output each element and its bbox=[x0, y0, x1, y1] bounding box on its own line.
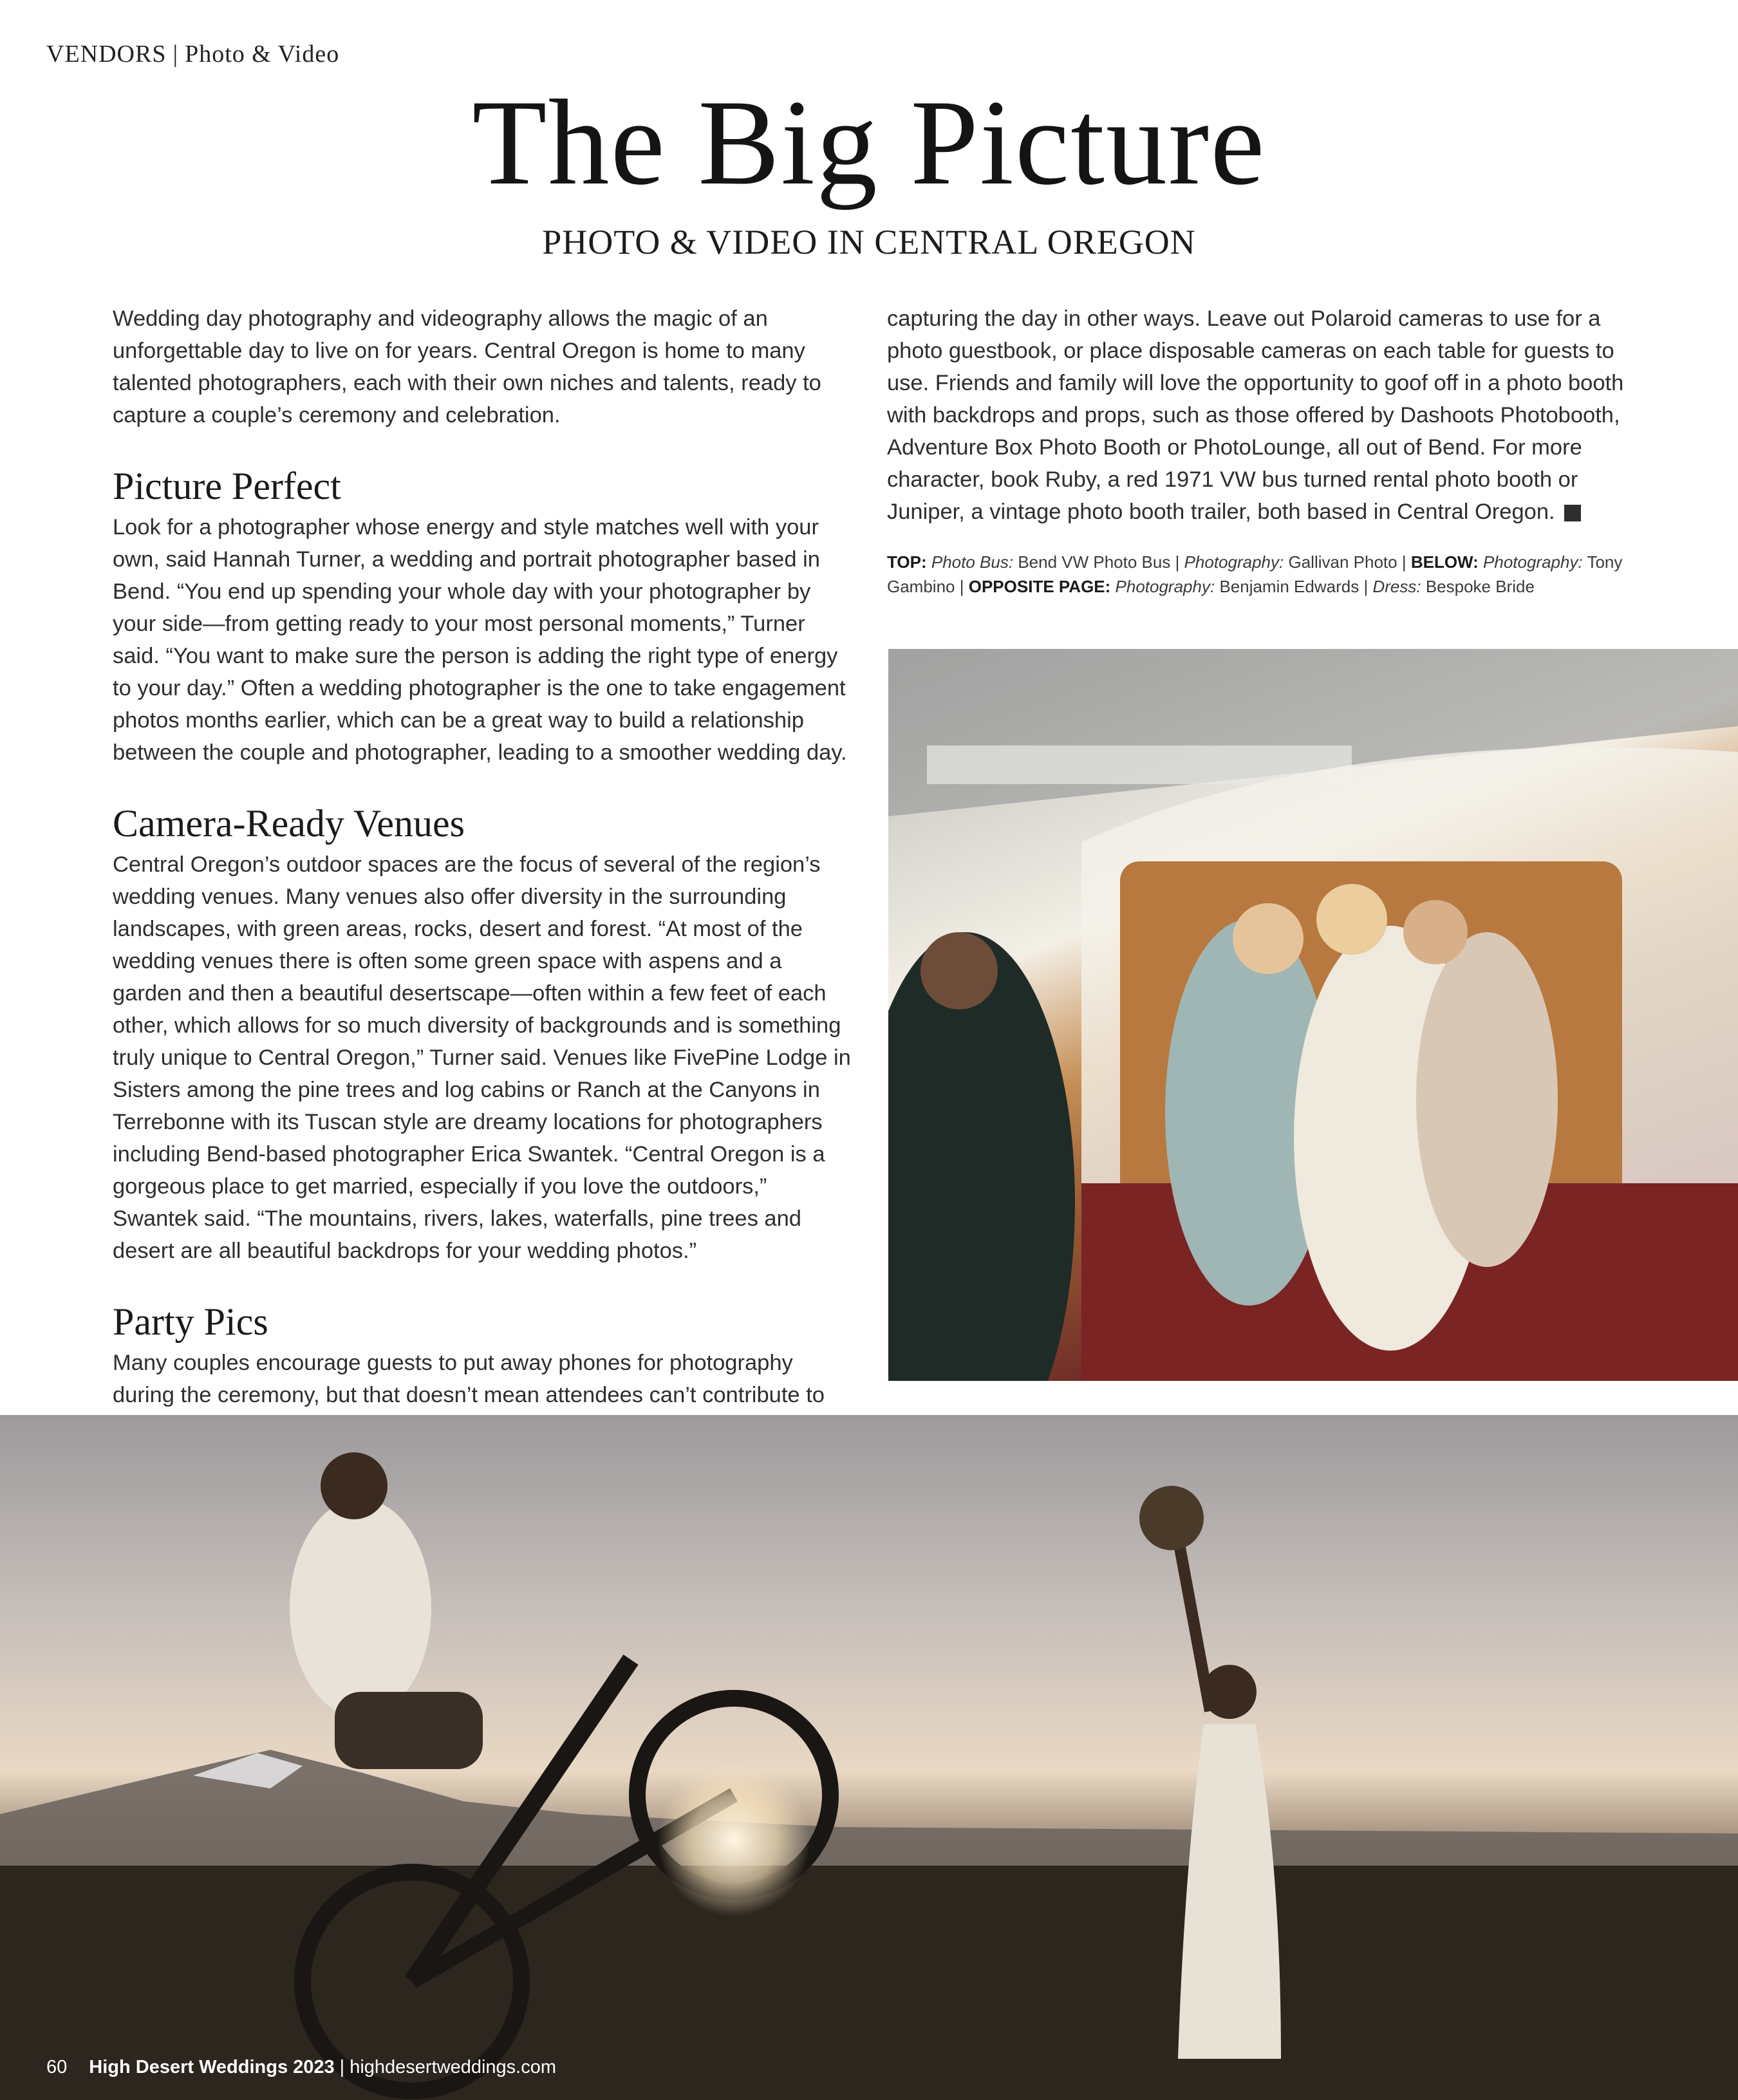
footer-separator: | bbox=[339, 2057, 345, 2077]
section-separator: | bbox=[173, 41, 179, 68]
caption-photography-value: Benjamin Edwards bbox=[1219, 577, 1360, 596]
page-footer bbox=[46, 2057, 556, 2078]
photo-bike-couple-illustration bbox=[0, 1415, 1738, 2100]
caption-photography-value: Gallivan Photo bbox=[1288, 552, 1397, 572]
publication-website: highdesertweddings.com bbox=[350, 2057, 557, 2077]
caption-photography-label: Photography: bbox=[1115, 577, 1215, 596]
continuation-text: capturing the day in other ways. Leave out Polaroid cameras to use for a photo guestbook, or place disposable cameras on each table for guests to use. Friends and family will love the opportunity to goof off in a photo booth with backdrops and props, such as those offered by Dashoots Photobooth, Adventure Box Photo Booth or PhotoLounge, all out of Bend. For more character, book Ruby, a red 1971 VW bus turned rental photo booth or Juniper, a vintage photo booth trailer, both based in Central Oregon. bbox=[887, 306, 1624, 524]
continuation-paragraph bbox=[887, 303, 1627, 528]
article-title: The Big Picture bbox=[472, 75, 1266, 211]
publication-name: High Desert Weddings 2023 bbox=[89, 2057, 335, 2077]
caption-opposite-label: OPPOSITE PAGE: bbox=[968, 577, 1111, 596]
caption-separator: | bbox=[1363, 577, 1369, 596]
caption-top-label: TOP: bbox=[887, 552, 927, 572]
caption-below-label: BELOW: bbox=[1410, 552, 1479, 572]
section-body-party-pics: Many couples encourage guests to put away phones for photography during the ceremony, but that doesn’t mean attendees can’t contribute to bbox=[113, 1351, 825, 1407]
section-label bbox=[46, 40, 339, 68]
section-body-picture-perfect: Look for a photographer whose energy and style matches well with your own, said Hannah Turner, a wedding and portrait photographer based in Bend. “You end up spending your whole day with your photographer by your side—from getting ready to your most personal moments,” Turner said. “You want to make sure the person is adding the right type of energy to your day.” Often a wedding photographer is the one to take engagement photos months earlier, which can be a great way to build a relationship between the couple and photographer, leading to a smoother wedding day. bbox=[113, 515, 847, 765]
caption-dress-value: Bespoke Bride bbox=[1425, 577, 1535, 596]
section-body-camera-ready-venues: Central Oregon’s outdoor spaces are the focus of several of the region’s wedding venues. Many venues also offer diversity in the surrounding landscapes, with green areas, rocks, desert and forest. “At most of the wedding venues there is often some green space with aspens and a garden and then a beautiful desertscape—often within a few feet of each other, which allows for so much diversity of backgrounds and is something truly unique to Central Oregon,” Turner said. Venues like FivePine Lodge in Sisters among the pine trees and log cabins or Ranch at the Canyons in Terrebonne with its Tuscan style are dreamy locations for photographers including Bend-based photographer Erica Swantek. “Central Oregon is a gorgeous place to get married, especially if you love the outdoors,” Swantek said. “The mountains, rivers, lakes, waterfalls, pine trees and desert are all beautiful backdrops for your wedding photos.” bbox=[113, 852, 851, 1263]
photo-bus-booth-illustration bbox=[888, 649, 1738, 1381]
intro-paragraph: Wedding day photography and videography allows the magic of an unforgettable day to live on for years. Central Oregon is home to many talented photographers, each with their own niches and talents, ready to capture a couple’s ceremony and celebration. bbox=[113, 306, 821, 427]
caption-separator: | bbox=[959, 577, 964, 596]
section-heading-picture-perfect: Picture Perfect bbox=[113, 465, 341, 507]
end-mark-icon bbox=[1564, 505, 1581, 521]
page-number: 60 bbox=[46, 2057, 68, 2077]
caption-separator: | bbox=[1175, 552, 1180, 572]
left-column bbox=[113, 303, 853, 1411]
caption-separator: | bbox=[1401, 552, 1406, 572]
caption-dress-label: Dress: bbox=[1372, 577, 1421, 596]
photo-bike-couple bbox=[0, 1415, 1738, 2100]
caption-photography-label: Photography: bbox=[1184, 552, 1284, 572]
article-subtitle: PHOTO & VIDEO IN CENTRAL OREGON bbox=[542, 223, 1196, 261]
caption-photography-label: Photography: bbox=[1483, 552, 1583, 572]
photo-caption bbox=[887, 550, 1627, 599]
right-column bbox=[887, 303, 1627, 599]
caption-photography-value: Tony Gambino bbox=[887, 552, 1623, 596]
section-name: VENDORS bbox=[46, 41, 167, 68]
subsection-name: Photo & Video bbox=[185, 41, 340, 68]
section-heading-party-pics: Party Pics bbox=[113, 1300, 268, 1343]
photo-bus-booth bbox=[888, 649, 1738, 1381]
sun-glow bbox=[657, 1763, 811, 1917]
caption-bus-value: Bend VW Photo Bus bbox=[1018, 552, 1171, 572]
caption-bus-label: Photo Bus: bbox=[931, 552, 1014, 572]
section-heading-camera-ready-venues: Camera-Ready Venues bbox=[113, 802, 465, 845]
